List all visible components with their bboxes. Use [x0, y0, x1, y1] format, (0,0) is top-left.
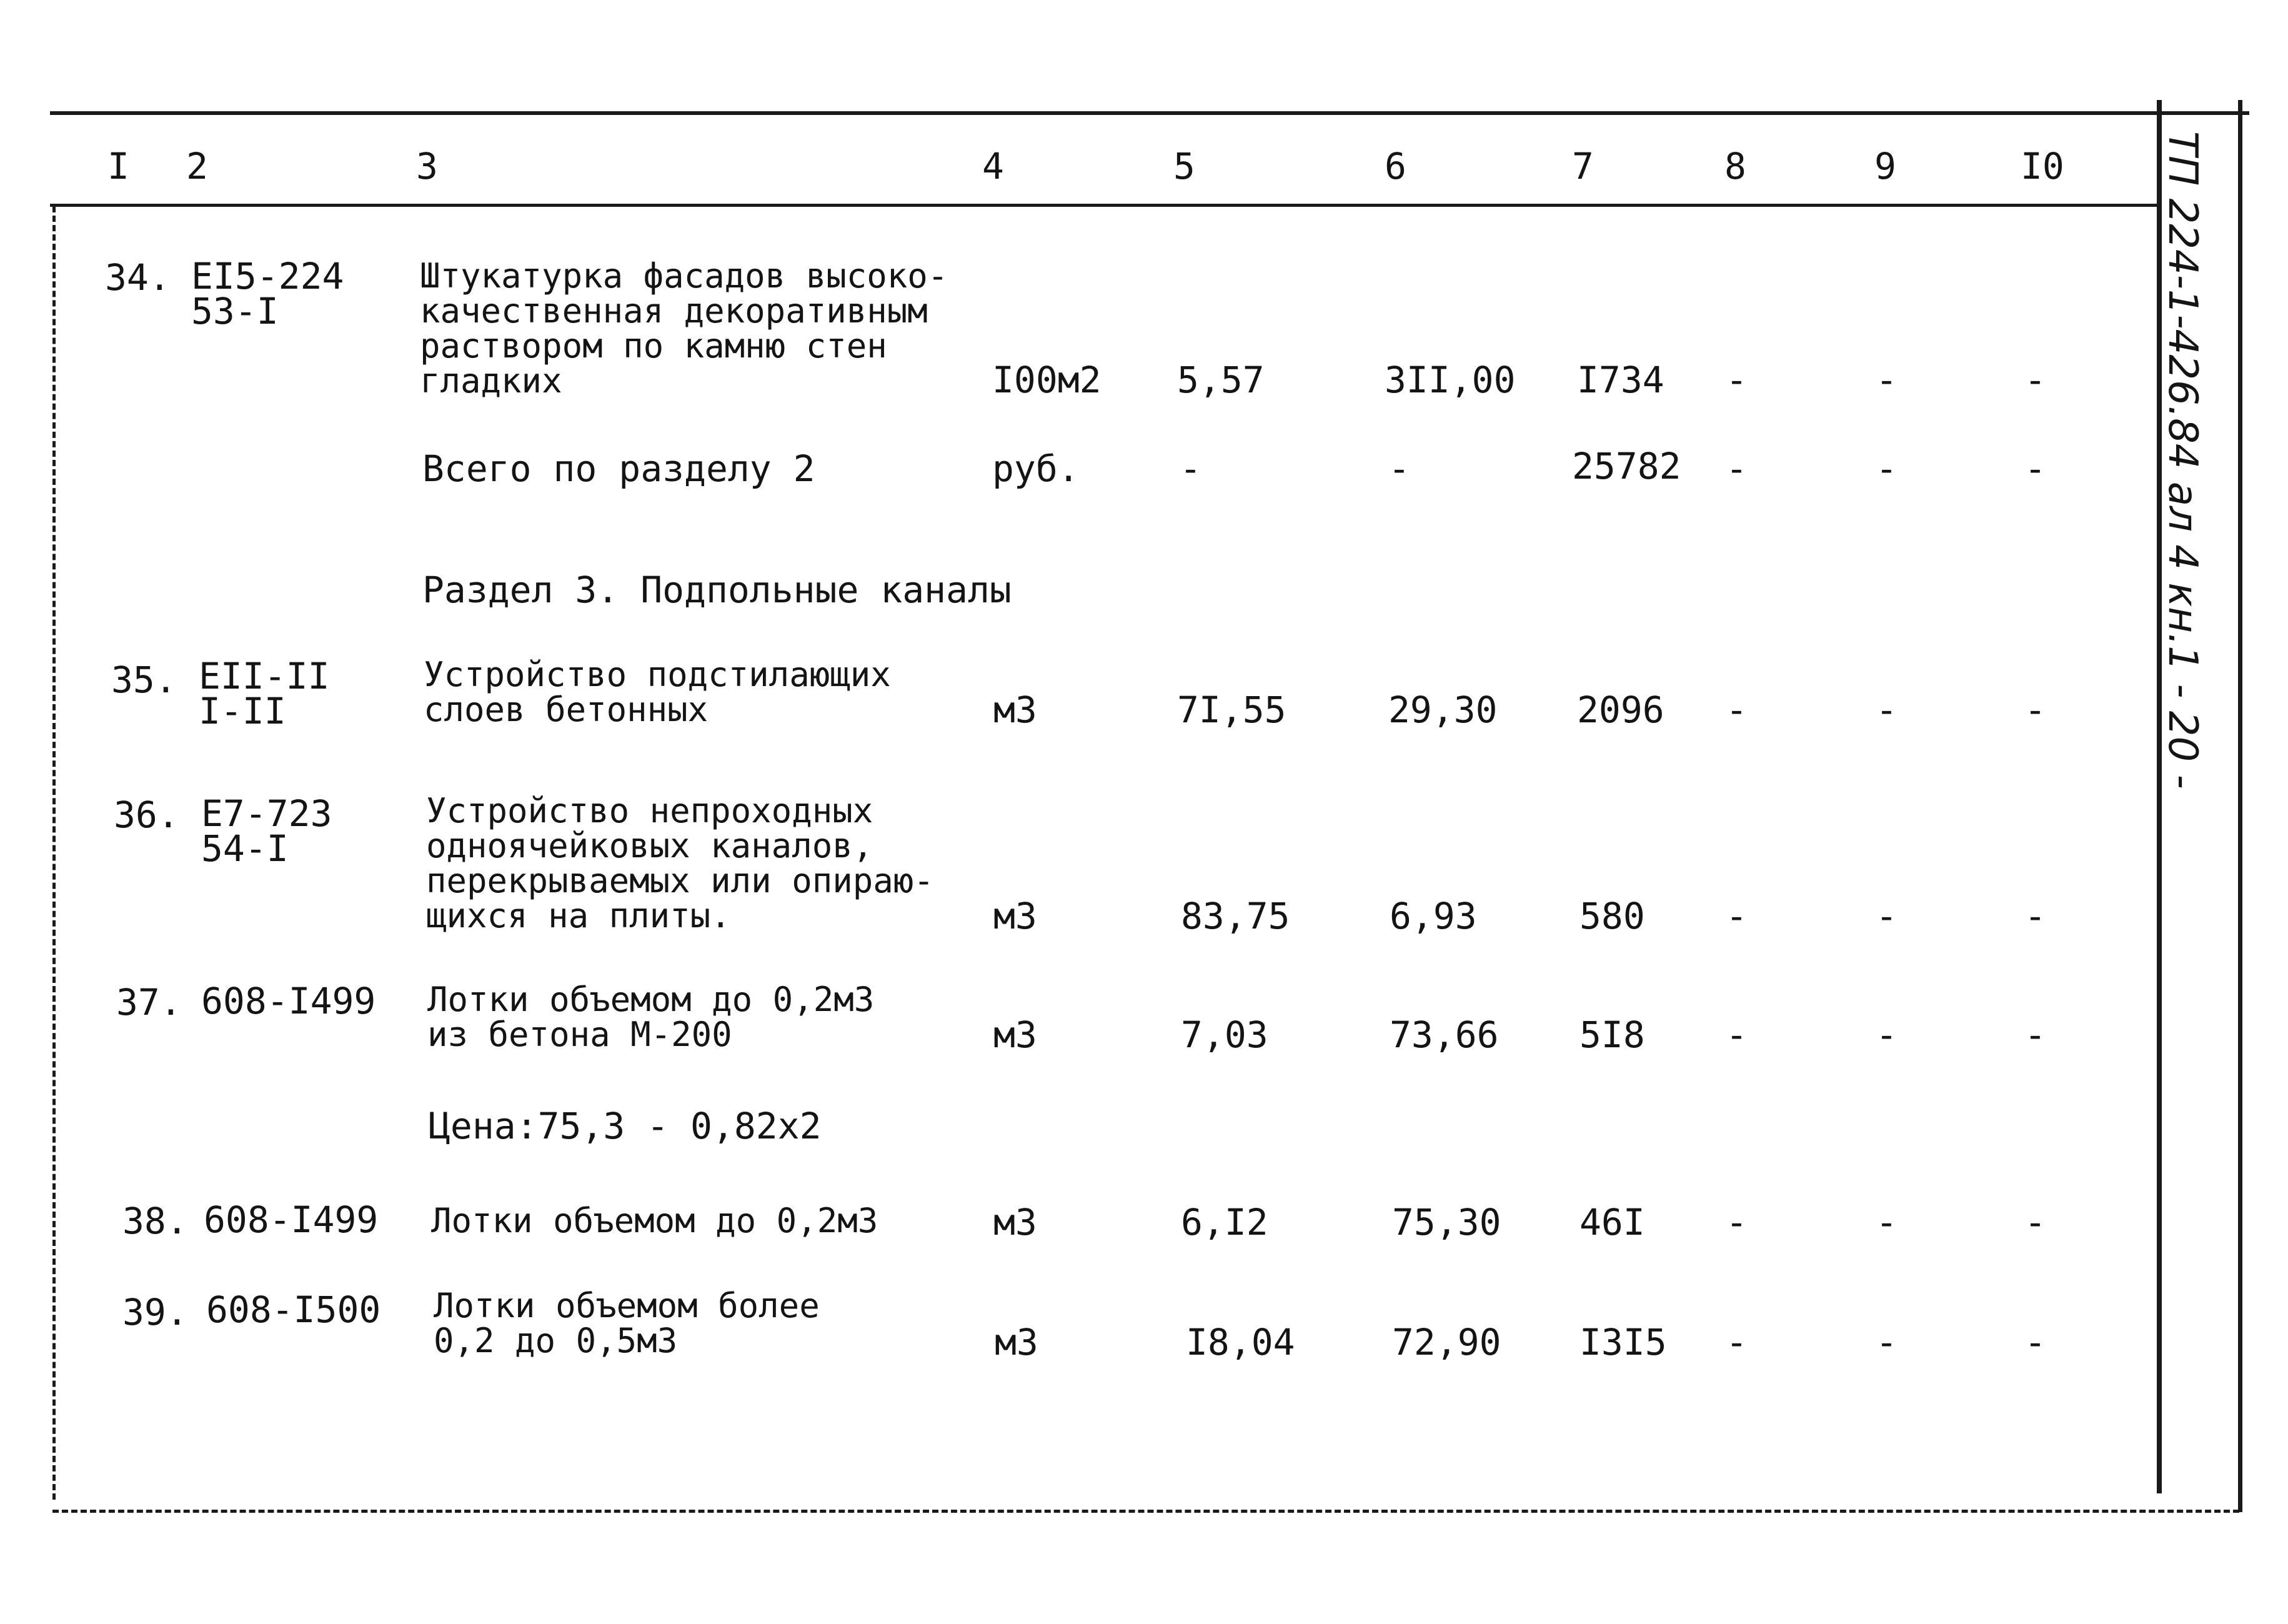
row-col7: I3I5 [1579, 1321, 1667, 1363]
header-separator [50, 204, 2162, 207]
row-col8: - [1726, 1321, 1748, 1363]
row-description: перекрываемых или опираю- [426, 861, 934, 900]
row-col7: I734 [1577, 359, 1664, 401]
price-note: Цена:75,3 - 0,82х2 [429, 1105, 822, 1147]
row-col9: - [1876, 447, 1898, 490]
header-col-2: 2 [186, 145, 208, 187]
row-unit: руб. [992, 447, 1080, 490]
row-col5: - [1180, 447, 1201, 490]
row-description: Лотки объемом более [434, 1286, 820, 1325]
row-description: Лотки объемом до 0,2м3 [427, 980, 875, 1019]
row-col8: - [1726, 447, 1748, 490]
row-col5: 6,I2 [1181, 1201, 1268, 1243]
row-col5: 7,03 [1181, 1014, 1268, 1056]
row-description: Лотки объемом до 0,2м3 [431, 1201, 878, 1240]
row-col8: - [1726, 895, 1748, 937]
row-col9: - [1876, 1321, 1898, 1363]
header-col-9: 9 [1874, 145, 1896, 187]
row-col6: 29,30 [1388, 689, 1498, 731]
row-col9: - [1876, 689, 1898, 731]
side-stamp-area [2118, 125, 2262, 937]
side-stamp: ТП 224-1-426.84 ал 4 кн.1 - 20 - [2159, 131, 2206, 789]
row-col5: 5,57 [1177, 359, 1265, 401]
row-col10: - [2024, 359, 2046, 401]
row-description: 0,2 до 0,5м3 [434, 1321, 678, 1360]
header-col-1: I [107, 145, 129, 187]
row-col5: 83,75 [1181, 895, 1290, 937]
row-code: 608-I499 [204, 1198, 379, 1241]
row-col7: 2096 [1577, 689, 1664, 731]
row-number: 36. [114, 794, 179, 836]
header-col-5: 5 [1173, 145, 1195, 187]
section-title: Раздел 3. Подпольные каналы [422, 569, 1012, 611]
header-col-4: 4 [982, 145, 1004, 187]
row-code: EII-II [199, 655, 330, 697]
row-col9: - [1876, 1014, 1898, 1056]
row-number: 34. [105, 256, 171, 299]
row-description: качественная декоративным [420, 291, 928, 331]
row-code: 54-I [201, 827, 289, 870]
row-description: раствором по камню стен [420, 326, 887, 366]
row-unit: м3 [993, 895, 1037, 937]
row-col9: - [1876, 359, 1898, 401]
row-col5: I8,04 [1186, 1321, 1295, 1363]
row-col7: 5I8 [1579, 1014, 1645, 1056]
header-col-10: I0 [2021, 145, 2064, 187]
row-description: слоев бетонных [424, 690, 709, 729]
row-col6: 3II,00 [1385, 359, 1516, 401]
row-description: Устройство непроходных [426, 791, 873, 830]
row-col10: - [2024, 1201, 2046, 1243]
row-unit: м3 [993, 689, 1037, 731]
header-col-6: 6 [1385, 145, 1406, 187]
row-code: E7-723 [201, 792, 332, 835]
row-unit: м3 [993, 1201, 1037, 1243]
top-border [50, 111, 2249, 115]
header-col-8: 8 [1724, 145, 1746, 187]
row-col9: - [1876, 895, 1898, 937]
row-code: 53-I [191, 290, 279, 332]
row-col6: 72,90 [1392, 1321, 1501, 1363]
row-code: 608-I499 [201, 980, 376, 1022]
row-number: 37. [116, 981, 182, 1024]
row-col7: 580 [1579, 895, 1645, 937]
row-unit: м3 [993, 1014, 1037, 1056]
row-col10: - [2024, 447, 2046, 490]
total-label: Всего по разделу 2 [422, 447, 815, 490]
row-description: из бетона М-200 [427, 1015, 732, 1054]
row-description: Устройство подстилающих [424, 655, 891, 694]
row-col6: - [1388, 447, 1410, 490]
row-col8: - [1726, 689, 1748, 731]
row-col7: 25782 [1572, 445, 1681, 487]
row-col9: - [1876, 1201, 1898, 1243]
left-border [52, 206, 56, 1500]
row-col6: 6,93 [1390, 895, 1477, 937]
row-col8: - [1726, 1201, 1748, 1243]
row-number: 38. [122, 1200, 188, 1242]
row-description: щихся на плиты. [426, 896, 731, 935]
row-unit: I00м2 [992, 359, 1102, 401]
row-code: I-II [199, 690, 286, 732]
row-col10: - [2024, 895, 2046, 937]
row-col5: 7I,55 [1177, 689, 1286, 731]
row-col10: - [2024, 1014, 2046, 1056]
row-col6: 75,30 [1392, 1201, 1501, 1243]
row-description: одноячейковых каналов, [426, 826, 873, 865]
row-number: 35. [111, 659, 177, 701]
row-unit: м3 [995, 1321, 1038, 1363]
bottom-border [52, 1510, 2239, 1513]
row-col10: - [2024, 689, 2046, 731]
row-description: Штукатурка фасадов высоко- [420, 256, 948, 296]
header-col-7: 7 [1572, 145, 1594, 187]
row-col6: 73,66 [1390, 1014, 1499, 1056]
row-col7: 46I [1579, 1201, 1645, 1243]
row-code: 608-I500 [206, 1288, 381, 1331]
row-col10: - [2024, 1321, 2046, 1363]
header-col-3: 3 [416, 145, 438, 187]
row-col8: - [1726, 359, 1748, 401]
row-description: гладких [420, 361, 562, 401]
row-code: EI5-224 [191, 255, 344, 297]
row-number: 39. [122, 1291, 188, 1333]
row-col8: - [1726, 1014, 1748, 1056]
